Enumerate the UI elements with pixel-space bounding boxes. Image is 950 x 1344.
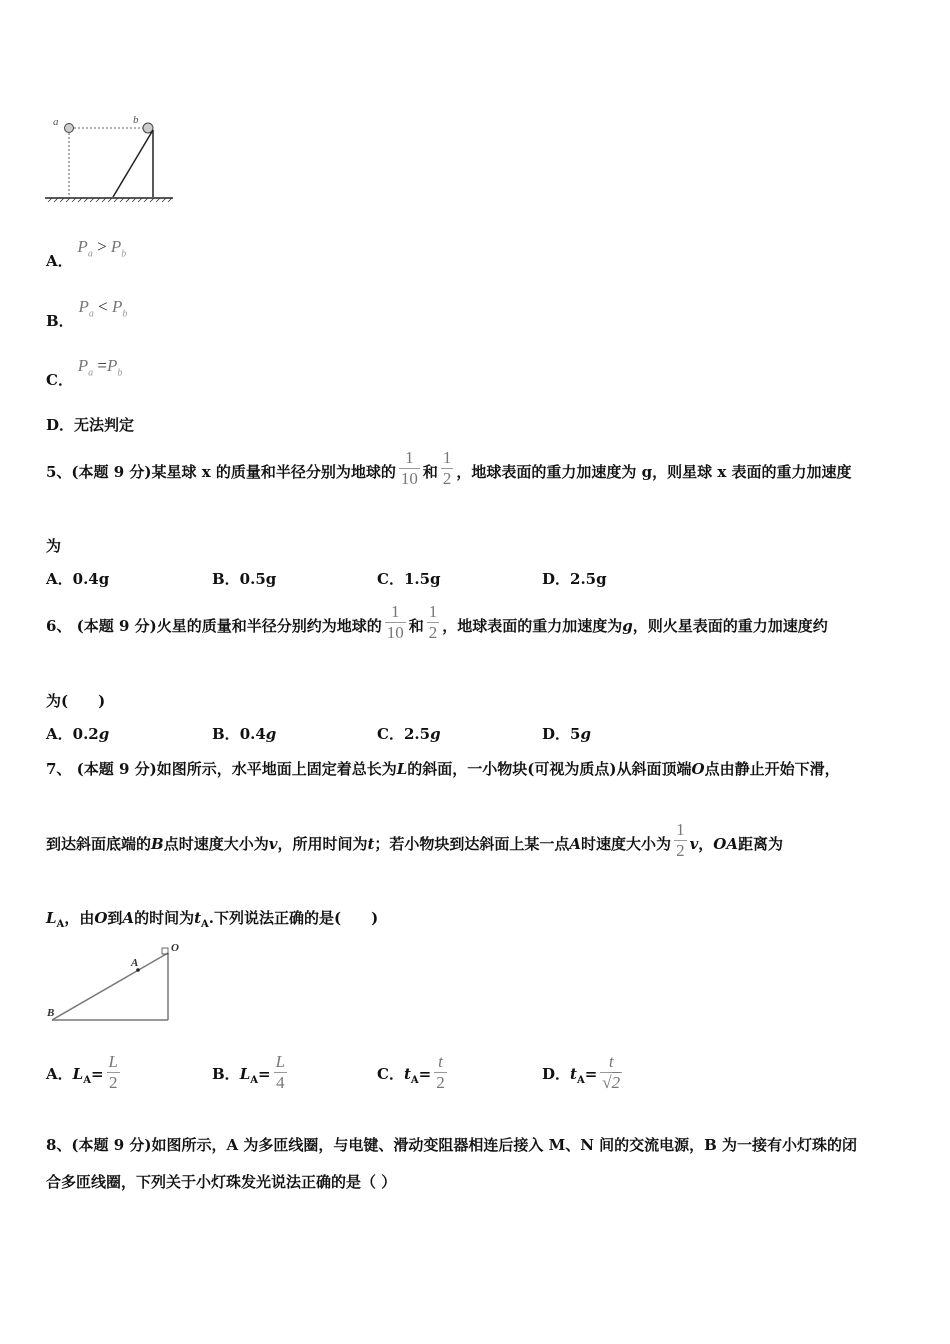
question-5-stem-line2: 为 [46,537,62,555]
q6-option-b: B．0.4g [212,725,277,743]
figure-incline [40,938,200,1028]
question-6-stem-line2: 为( ) [46,692,106,710]
question-7-stem-line2: 到达斜面底端的B点时速度大小为v，所用时间为t；若小物块到达斜面上某一点A时速度大小为 $\frac{1}{2}$ v，OA距离为 [46,820,784,860]
label-A: A [131,957,139,969]
question-7-stem-line3: $L_A$，由O到A的时间为$t_A$.下列说法正确的是( ) [46,909,379,930]
q5-option-d: D．2.5g [542,570,607,588]
q7-option-d: D．$t_A=$ $\frac{t}{√2}$ [542,1052,621,1092]
q6-option-a: A．0.2g [46,725,110,743]
figure-ball-incline [40,108,180,208]
q5-option-c: C．1.5g [377,570,441,588]
q7-option-a: A．$L_A=$ $\frac{L}{2}$ [46,1052,118,1092]
question-8-stem-line1: 8、(本题 9 分)如图所示，A 为多匝线圈，与电键、滑动变阻器相连后接入 M、N 间的交流电源，B 为一接有小灯珠的闭 [46,1136,858,1154]
q6-option-d: D．5g [542,725,591,743]
q4-option-b: B． $P_a < P_b$ [46,297,128,330]
ball-a [65,124,74,133]
question-8-stem-line2: 合多匝线圈，下列关于小灯珠发光说法正确的是（ ） [46,1173,397,1191]
q5-option-a: A．0.4g [46,570,110,588]
q4-option-a: A． $P_a > P_b$ [46,237,127,270]
q4-option-d: D．无法判定 [46,416,135,434]
q5-option-b: B．0.5g [212,570,277,588]
label-B: B [47,1007,55,1019]
question-6-stem: 6、 (本题 9 分)火星的质量和半径分别约为地球的 $\frac{1}{10}$ 和 $\frac{1}{2}$ ，地球表面的重力加速度为g，则火星表面的重力加速度约 [46,602,828,642]
question-5-stem: 5、(本题 9 分)某星球 x 的质量和半径分别为地球的 $\frac{1}{10}$ 和 $\frac{1}{2}$ ，地球表面的重力加速度为 g，则星球 x 表面的重力加速度 [46,448,852,488]
label-O: O [171,942,179,954]
q4-option-c: C． $P_a =P_b$ [46,356,123,389]
question-7-stem-line1: 7、 (本题 9 分)如图所示，水平地面上固定着总长为L的斜面，一小物块(可视为质点)从斜面顶端O点由静止开始下滑， [46,760,840,778]
label-b: b [133,114,139,126]
label-a: a [53,116,59,128]
q7-option-c: C．$t_A=$ $\frac{t}{2}$ [377,1052,445,1092]
q7-option-b: B．$L_A=$ $\frac{L}{4}$ [212,1052,286,1092]
q6-option-c: C．2.5g [377,725,441,743]
